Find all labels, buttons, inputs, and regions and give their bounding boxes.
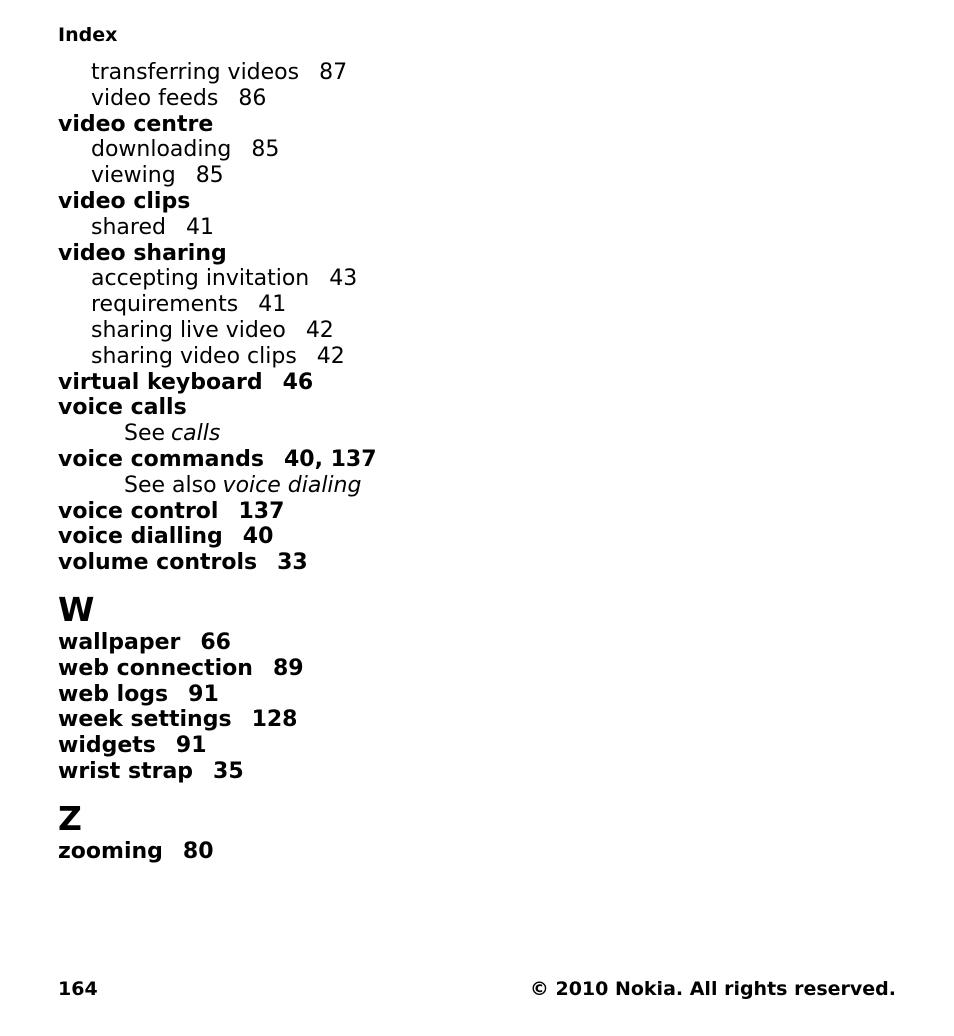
- index-entry: [58, 241, 898, 267]
- index-entry: [58, 839, 898, 865]
- index-entry: [58, 524, 898, 550]
- entry-page-numbers[interactable]: 86: [238, 85, 267, 111]
- entry-term: voice dialling: [58, 524, 223, 550]
- entry-page-numbers[interactable]: 42: [305, 317, 334, 343]
- index-subentry: [58, 215, 898, 241]
- index-entry: [58, 759, 898, 785]
- section-letter: W: [58, 589, 95, 629]
- cross-reference-target[interactable]: calls: [171, 421, 221, 447]
- entry-term: virtual keyboard: [58, 369, 263, 395]
- entry-page-numbers[interactable]: 40, 137: [283, 446, 377, 472]
- entry-term: video centre: [58, 111, 214, 137]
- index-entry: [58, 550, 898, 576]
- entry-term: wallpaper: [58, 629, 181, 655]
- entry-term: volume controls: [58, 550, 258, 576]
- index-entry: [58, 112, 898, 138]
- entry-term: week settings: [58, 707, 232, 733]
- page-number: 164: [58, 978, 98, 1000]
- entry-page-numbers[interactable]: 33: [277, 550, 308, 576]
- entry-term: wrist strap: [58, 758, 194, 784]
- entry-term: widgets: [58, 733, 156, 759]
- entry-term: See also: [124, 472, 217, 498]
- entry-page-numbers[interactable]: 41: [185, 214, 214, 240]
- entry-term: shared: [91, 214, 166, 240]
- entry-term: web connection: [58, 655, 253, 681]
- index-cross-reference: [58, 473, 898, 499]
- index-list: [58, 60, 898, 865]
- page-footer: [58, 976, 896, 1002]
- entry-term: downloading: [91, 137, 232, 163]
- entry-term: voice calls: [58, 395, 187, 421]
- index-subentry: [58, 86, 898, 112]
- entry-page-numbers[interactable]: 80: [182, 838, 214, 864]
- section-letter: Z: [58, 798, 82, 838]
- entry-page-numbers[interactable]: 89: [272, 655, 304, 681]
- entry-term: sharing video clips: [91, 343, 297, 369]
- index-subentry: [58, 137, 898, 163]
- entry-page-numbers[interactable]: 128: [251, 707, 298, 733]
- index-subentry: [58, 292, 898, 318]
- index-subentry: [58, 266, 898, 292]
- cross-reference-target[interactable]: voice dialing: [222, 472, 362, 498]
- entry-page-numbers[interactable]: 66: [200, 629, 231, 655]
- index-entry: [58, 395, 898, 421]
- copyright-notice: © 2010 Nokia. All rights reserved.: [529, 978, 896, 1000]
- entry-term: voice commands: [58, 446, 264, 472]
- entry-page-numbers[interactable]: 91: [188, 681, 219, 707]
- index-subentry: [58, 318, 898, 344]
- entry-page-numbers[interactable]: 42: [316, 343, 345, 369]
- index-entry: [58, 656, 898, 682]
- entry-term: See: [124, 421, 166, 447]
- index-entry: [58, 707, 898, 733]
- entry-term: video clips: [58, 188, 191, 214]
- entry-page-numbers[interactable]: 91: [175, 733, 207, 759]
- index-entry: [58, 733, 898, 759]
- index-entry: [58, 370, 898, 396]
- entry-term: voice control: [58, 498, 219, 524]
- entry-term: requirements: [91, 292, 239, 318]
- index-subentry: [58, 60, 898, 86]
- index-entry: [58, 682, 898, 708]
- entry-term: accepting invitation: [91, 266, 310, 292]
- entry-page-numbers[interactable]: 85: [195, 163, 224, 189]
- index-subentry: [58, 163, 898, 189]
- entry-page-numbers[interactable]: 35: [213, 758, 244, 784]
- index-entry: [58, 630, 898, 656]
- entry-term: sharing live video: [91, 317, 286, 343]
- entry-page-numbers[interactable]: 137: [238, 498, 285, 524]
- entry-term: viewing: [91, 163, 176, 189]
- entry-page-numbers[interactable]: 87: [319, 60, 348, 85]
- entry-page-numbers[interactable]: 85: [251, 137, 280, 163]
- entry-term: zooming: [58, 838, 163, 864]
- entry-term: video sharing: [58, 240, 227, 266]
- entry-page-numbers[interactable]: 41: [258, 292, 287, 318]
- entry-page-numbers[interactable]: 46: [282, 369, 314, 395]
- entry-term: video feeds: [91, 85, 219, 111]
- index-entry: [58, 447, 898, 473]
- entry-page-numbers[interactable]: 40: [242, 524, 274, 550]
- index-entry: [58, 499, 898, 525]
- index-cross-reference: [58, 421, 898, 447]
- index-subentry: [58, 344, 898, 370]
- index-entry: [58, 189, 898, 215]
- entry-term: web logs: [58, 681, 169, 707]
- running-header: Index: [58, 24, 118, 46]
- entry-term: transferring videos: [91, 60, 300, 85]
- entry-page-numbers[interactable]: 43: [329, 266, 358, 292]
